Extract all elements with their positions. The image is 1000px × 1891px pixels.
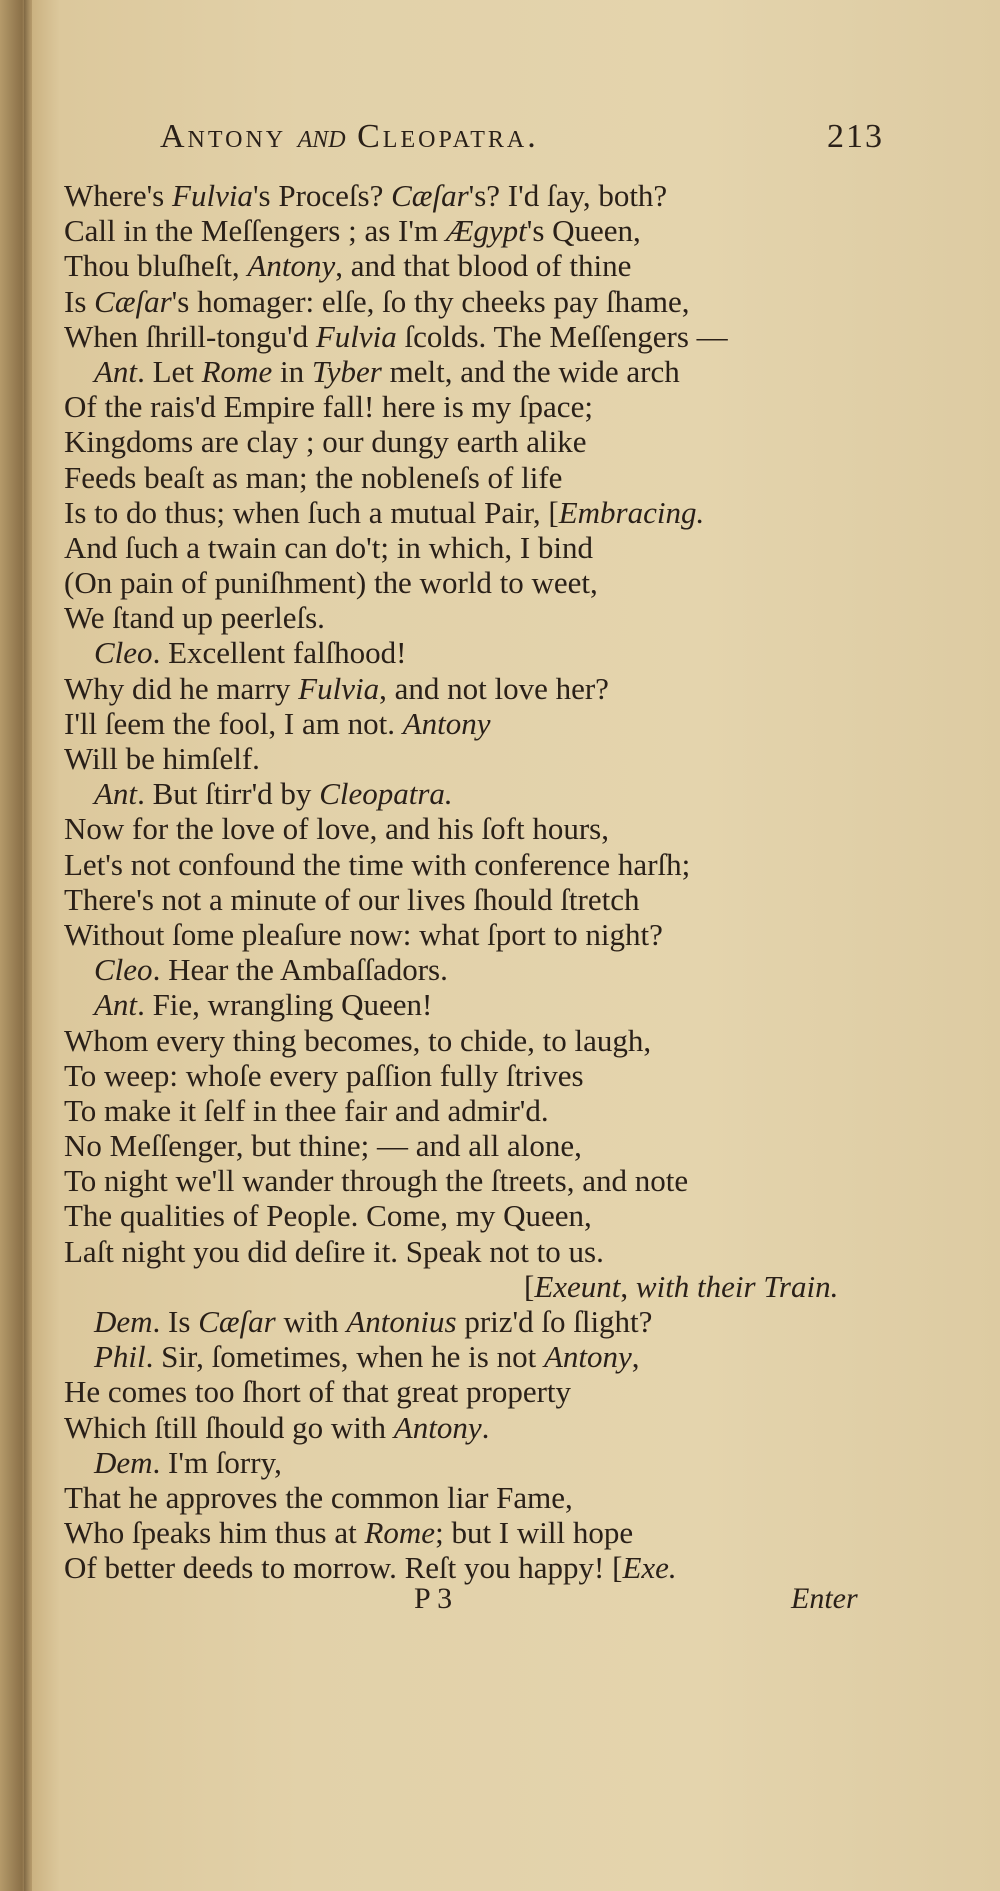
text-run: Which ſtill ſhould go with: [64, 1409, 394, 1445]
italic-text: Tyber: [311, 353, 382, 389]
text-run: Let's not confound the time with conference harſh;: [64, 846, 691, 882]
text-run: in: [272, 353, 312, 389]
verse-line: [64, 671, 944, 706]
verse-line: [64, 1515, 944, 1550]
catchword: Enter: [791, 1582, 858, 1615]
verse-line: [64, 248, 944, 283]
title-part: Antony: [160, 118, 298, 155]
verse-line: [64, 565, 944, 600]
verse-line: [64, 706, 944, 741]
verse-line: [64, 1023, 944, 1058]
verse-line: [64, 1163, 944, 1198]
running-title: [160, 118, 539, 156]
italic-text: Ant: [94, 353, 138, 389]
verse-line: [64, 847, 944, 882]
verse-line: [64, 284, 944, 319]
text-run: To weep: whoſe every paſſion fully ſtrives: [64, 1057, 584, 1093]
italic-text: Dem: [94, 1304, 153, 1339]
italic-text: Antony: [393, 1409, 482, 1445]
text-run: Kingdoms are clay ; our dungy earth alike: [64, 424, 587, 460]
title-and: and: [297, 118, 346, 155]
text-run: He comes too ſhort of that great property: [64, 1374, 572, 1410]
text-run: Will be himſelf.: [64, 741, 260, 776]
text-run: . I'm ſorry,: [152, 1444, 282, 1480]
text-run: Feeds beaſt as man; the nobleneſs of life: [64, 459, 563, 495]
italic-text: Exe.: [622, 1550, 677, 1586]
verse-line: [64, 424, 944, 459]
text-run: melt, and the wide arch: [381, 353, 680, 389]
text-run: The qualities of People. Come, my Queen,: [64, 1198, 592, 1234]
verse-line: [64, 1445, 944, 1480]
italic-text: Embracing.: [558, 494, 705, 530]
italic-text: Cleo: [94, 952, 153, 988]
text-run: Without ſome pleaſure now: what ſport to night?: [64, 916, 663, 952]
text-run: 's Queen,: [526, 213, 641, 249]
text-run: (On pain of puniſhment) the world to weet,: [64, 565, 598, 601]
text-run: ,: [620, 1268, 636, 1304]
verse-line: [64, 1234, 944, 1269]
text-run: Who ſpeaks him thus at: [64, 1515, 365, 1551]
italic-text: Rome: [201, 353, 273, 389]
text-run: 's Proceſs?: [252, 178, 392, 213]
italic-text: Fulvia: [315, 318, 397, 354]
text-run: To make it ſelf in thee fair and admir'd.: [64, 1092, 549, 1128]
text-run: There's not a minute of our lives ſhould ſtretch: [64, 881, 640, 917]
text-run: priz'd ſo ſlight?: [456, 1304, 653, 1339]
text-run: Whom every thing becomes, to chide, to laugh,: [64, 1022, 652, 1058]
text-run: . Is: [152, 1304, 199, 1339]
verse-line: [64, 1093, 944, 1128]
play-text: [64, 178, 944, 1586]
stage-direction-line: [64, 1269, 944, 1304]
verse-line: [64, 987, 944, 1022]
title-part: Cleopatra.: [345, 118, 539, 155]
verse-line: [64, 1339, 944, 1374]
verse-line: [64, 882, 944, 917]
italic-text: Cæſar: [94, 283, 172, 319]
italic-text: Phil: [94, 1339, 146, 1375]
italic-text: Exeunt: [534, 1268, 621, 1304]
binding-gutter: [24, 0, 32, 1891]
text-run: Is to do thus; when ſuch a mutual Pair, [: [64, 494, 559, 530]
italic-text: Antony: [247, 248, 336, 284]
verse-line: [64, 1410, 944, 1445]
signature-mark: P 3: [414, 1582, 453, 1615]
verse-line: [64, 319, 944, 354]
text-run: To night we'll wander through the ſtreets, and note: [64, 1163, 689, 1199]
text-run: Of better deeds to morrow. Reſt you happy! [: [64, 1550, 623, 1586]
italic-text: Antony: [543, 1339, 632, 1375]
text-run: Laſt night you did deſire it. Speak not to us.: [64, 1233, 604, 1269]
italic-text: Antonius: [346, 1304, 457, 1339]
text-run: ſcolds. The Meſſengers —: [396, 318, 728, 354]
text-run: Of the rais'd Empire fall! here is my ſpace;: [64, 389, 593, 425]
verse-line: [64, 1374, 944, 1409]
italic-text: Cleopatra.: [319, 776, 453, 812]
verse-line: [64, 1550, 944, 1585]
verse-line: [64, 776, 944, 811]
verse-line: [64, 354, 944, 389]
text-run: , and that blood of thine: [335, 248, 632, 284]
verse-line: [64, 530, 944, 565]
verse-line: [64, 1480, 944, 1515]
page-footer: [64, 1582, 944, 1622]
verse-line: [64, 600, 944, 635]
running-header: [160, 118, 920, 168]
verse-line: [64, 389, 944, 424]
verse-line: [64, 1058, 944, 1093]
text-run: . But ſtirr'd by: [137, 776, 320, 812]
italic-text: Antony: [402, 705, 491, 741]
italic-text: Dem: [94, 1444, 153, 1480]
verse-line: [64, 917, 944, 952]
italic-text: Ægypt: [445, 213, 527, 249]
page-number: 213: [827, 118, 884, 155]
text-run: .: [481, 1409, 490, 1445]
verse-line: [64, 1128, 944, 1163]
text-run: 's? I'd ſay, both?: [468, 178, 668, 213]
italic-text: Fulvia: [172, 178, 253, 213]
italic-text: Cæſar: [198, 1304, 276, 1339]
verse-line: [64, 1198, 944, 1233]
text-run: , and not love her?: [379, 670, 609, 706]
verse-line: [64, 1304, 944, 1339]
text-run: 's homager: elſe, ſo thy cheeks pay ſhame,: [171, 283, 690, 319]
italic-text: Ant: [94, 776, 138, 812]
text-run: And ſuch a twain can do't; in which, I bind: [64, 529, 594, 565]
italic-text: with their Train.: [635, 1268, 839, 1304]
verse-line: [64, 635, 944, 670]
text-run: Call in the Meſſengers ; as I'm: [64, 213, 446, 249]
verse-line: [64, 213, 944, 248]
text-run: . Let: [137, 353, 202, 389]
text-run: When ſhrill-tongu'd: [64, 318, 316, 354]
text-run: Where's: [64, 178, 173, 213]
text-run: with: [275, 1304, 347, 1339]
italic-text: Rome: [364, 1515, 436, 1551]
verse-line: [64, 460, 944, 495]
verse-line: [64, 741, 944, 776]
text-run: [: [524, 1268, 535, 1304]
text-run: Now for the love of love, and his ſoft hours,: [64, 811, 609, 847]
text-run: . Hear the Ambaſſadors.: [152, 952, 448, 988]
text-run: Why did he marry: [64, 670, 299, 706]
verse-line: [64, 495, 944, 530]
italic-text: Cæſar: [391, 178, 469, 213]
text-run: I'll ſeem the fool, I am not.: [64, 705, 403, 741]
verse-line: [64, 811, 944, 846]
text-run: . Excellent falſhood!: [152, 635, 407, 671]
verse-line: [64, 178, 944, 213]
italic-text: Fulvia: [298, 670, 380, 706]
text-run: No Meſſenger, but thine; — and all alone,: [64, 1128, 582, 1164]
text-run: . Fie, wrangling Queen!: [137, 987, 433, 1023]
text-run: We ſtand up peerleſs.: [64, 600, 325, 636]
text-run: ; but I will hope: [435, 1515, 634, 1551]
text-run: . Sir, ſometimes, when he is not: [145, 1339, 544, 1375]
italic-text: Cleo: [94, 635, 153, 671]
text-run: ,: [631, 1339, 640, 1375]
text-run: Thou bluſheſt,: [64, 248, 248, 284]
text-run: That he approves the common liar Fame,: [64, 1479, 573, 1515]
italic-text: Ant: [94, 987, 138, 1023]
text-run: Is: [64, 283, 95, 319]
verse-line: [64, 952, 944, 987]
